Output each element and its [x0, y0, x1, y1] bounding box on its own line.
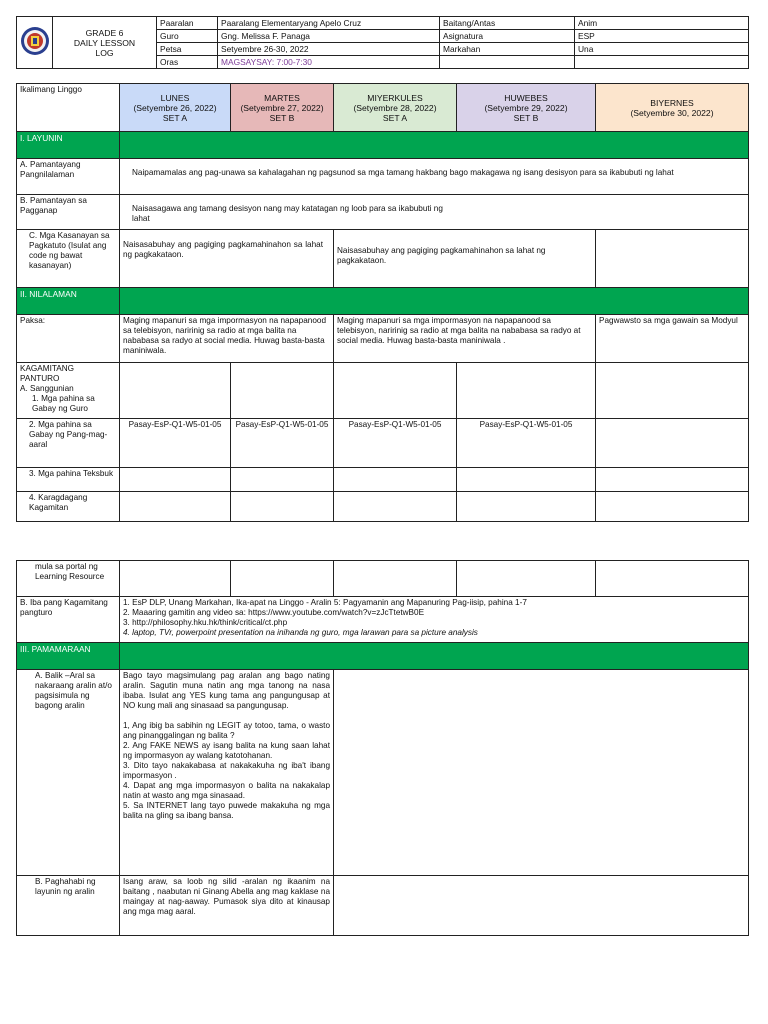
- section-nilalaman: II. NILALAMAN: [17, 288, 120, 315]
- dll-title: [53, 17, 157, 69]
- deped-seal-cell: [17, 17, 53, 69]
- day-name: BIYERNES: [650, 97, 694, 108]
- gabay-mag-aaral-miyerkules: Pasay-EsP-Q1-W5-01-05: [334, 419, 457, 468]
- teksbuk-martes: [231, 468, 334, 492]
- kagamitan-item: 2. Maaaring gamitin ang video sa: https://www.youtube.com/watch?v=zJcTtetwB0E: [123, 608, 425, 617]
- baitang-value: Anim: [575, 17, 749, 30]
- guro-value: Gng. Melissa F. Panaga: [218, 30, 440, 43]
- kagamitang-line-1: KAGAMITANG: [20, 364, 74, 373]
- day-date: (Setyembre 27, 2022): [240, 102, 324, 113]
- pamantayan-sa-pagganap-text: [120, 195, 749, 230]
- section-pamamaraan: III. PAMAMARAAN: [17, 643, 120, 670]
- day-set: SET A: [162, 112, 188, 123]
- day-header-miyerkules: [334, 84, 457, 132]
- paaralan-label: Paaralan: [157, 17, 218, 30]
- day-header-martes: [231, 84, 334, 132]
- dll-title-line-2: DAILY LESSON: [73, 37, 136, 48]
- kasanayan-lunes-martes: [120, 230, 334, 288]
- oras-value: MAGSAYSAY: 7:00-7:30: [218, 56, 440, 69]
- markahan-value: Una: [575, 43, 749, 56]
- day-name: LUNES: [160, 92, 190, 103]
- day-date: (Setyembre 29, 2022): [484, 102, 568, 113]
- day-header-lunes: [120, 84, 231, 132]
- asignatura-value: ESP: [575, 30, 749, 43]
- petsa-value: Setyembre 26-30, 2022: [218, 43, 440, 56]
- teksbuk-label: 3. Mga pahina Teksbuk: [17, 468, 120, 492]
- kagamitan-item: 1. EsP DLP, Unang Markahan, Ika-apat na Linggo - Aralin 5: Pagyamanin ang Mapanuring Pag-iisip, pahina 1-7: [123, 598, 527, 607]
- balik-aral-question: 3. Dito tayo nakakabasa at nakakakuha ng iba't ibang impormasyon .: [123, 761, 330, 780]
- gabay-guro-biyernes: [596, 363, 749, 419]
- day-set: SET A: [382, 112, 408, 123]
- asignatura-label: Asignatura: [440, 30, 575, 43]
- pamantayan-sa-pagganap-value: Naisasagawa ang tamang desisyon nang may katatagan ng loob para sa ikabubuti ng lahat: [132, 204, 443, 223]
- balik-aral-content: [120, 670, 334, 876]
- day-header-huwebes: [457, 84, 596, 132]
- section-nilalaman-bar: [120, 288, 749, 315]
- mga-kasanayan-label: C. Mga Kasanayan sa Pagkatuto (Isulat ang code ng bawat kasanayan): [17, 230, 120, 288]
- section-layunin: I. LAYUNIN: [17, 132, 120, 159]
- gabay-guro-martes: [231, 363, 334, 419]
- empty-value: [575, 56, 749, 69]
- gabay-mag-aaral-lunes: Pasay-EsP-Q1-W5-01-05: [120, 419, 231, 468]
- pamantayang-pangnilalaman-label: A. Pamantayang Pangnilalaman: [17, 159, 120, 195]
- kasanayan-lunes-text: Naisasabuhay ang pagiging pagkamahinahon sa lahat ng pagkakataon.: [123, 240, 323, 259]
- day-name: MIYERKULES: [367, 92, 423, 103]
- section-layunin-bar: [120, 132, 749, 159]
- empty-label: [440, 56, 575, 69]
- dll-title-line-3: LOG: [95, 47, 114, 58]
- paghahabi-label: B. Paghahabi ng layunin ng aralin: [17, 876, 120, 936]
- kagamitang-label: [17, 363, 120, 419]
- portal-biyernes: [596, 561, 749, 597]
- deped-seal-logo: [20, 26, 50, 56]
- balik-aral-other-days: [334, 670, 749, 876]
- kagamitang-line-2: PANTURO: [20, 374, 60, 383]
- paaralan-value: Paaralang Elementaryang Apelo Cruz: [218, 17, 440, 30]
- gabay-guro-label: 1. Mga pahina sa Gabay ng Guro: [32, 394, 95, 413]
- iba-pang-kagamitan-list: [120, 597, 749, 643]
- paghahabi-text: Isang araw, sa loob ng silid -aralan ng ikaanim na baitang , naabutan ni Ginang Abella ang mag kaklase na maingay at nag-aaway. Pumasok siya dito at kinausap ang mga mag aaral.: [120, 876, 334, 936]
- day-date: (Setyembre 26, 2022): [133, 102, 217, 113]
- gabay-mag-aaral-martes: Pasay-EsP-Q1-W5-01-05: [231, 419, 334, 468]
- pamantayang-pangnilalaman-text: Naipamamalas ang pag-unawa sa kahalagahan ng pagsunod sa mga tamang hakbang bago makagawa ng isang desisyon para sa ikabubuti ng lahat: [120, 159, 749, 195]
- day-set: SET B: [269, 112, 295, 123]
- gabay-mag-aaral-biyernes: [596, 419, 749, 468]
- oras-label: Oras: [157, 56, 218, 69]
- day-date: (Setyembre 28, 2022): [353, 102, 437, 113]
- balik-aral-label: A. Balik –Aral sa nakaraang aralin at/o pagsisimula ng bagong aralin: [17, 670, 120, 876]
- header-table: [16, 16, 749, 69]
- teksbuk-miyerkules: [334, 468, 457, 492]
- lesson-table-part-1: [16, 83, 749, 522]
- paksa-biyernes-text: Pagwawsto sa mga gawain sa Modyul: [596, 315, 749, 363]
- kagamitang-line-3: A. Sanggunian: [20, 384, 74, 393]
- day-name: MARTES: [264, 92, 300, 103]
- kasanayan-miyerkules-huwebes: [334, 230, 596, 288]
- teksbuk-biyernes: [596, 468, 749, 492]
- gabay-guro-lunes: [120, 363, 231, 419]
- kagamitan-item: 4. laptop, TVr, powerpoint presentation na inihanda ng guro, mga larawan para sa picture analysis: [123, 628, 478, 637]
- teksbuk-huwebes: [457, 468, 596, 492]
- gabay-mag-aaral-label: 2. Mga pahina sa Gabay ng Pang-mag-aaral: [17, 419, 120, 468]
- section-pamamaraan-bar: [120, 643, 749, 670]
- dll-title-line-1: GRADE 6: [85, 27, 124, 38]
- baitang-label: Baitang/Antas: [440, 17, 575, 30]
- portal-miyerkules: [334, 561, 457, 597]
- karagdagang-miyerkules: [334, 492, 457, 522]
- guro-label: Guro: [157, 30, 218, 43]
- paksa-lunes-text: Maging mapanuri sa mga impormasyon na napapanood sa telebisyon, naririnig sa radio at mga balita na nababasa sa radyo at social media. Huwag basta-basta maniniwala.: [120, 315, 334, 363]
- week-label: Ikalimang Linggo: [17, 84, 120, 132]
- pamantayan-sa-pagganap-label: B. Pamantayan sa Pagganap: [17, 195, 120, 230]
- paksa-label: Paksa:: [17, 315, 120, 363]
- balik-aral-question: 4. Dapat ang mga impormasyon o balita na nakakalap natin at wasto ang mga sinasaad.: [123, 781, 330, 800]
- kasanayan-biyernes: [596, 230, 749, 288]
- karagdagang-lunes: [120, 492, 231, 522]
- portal-huwebes: [457, 561, 596, 597]
- gabay-guro-huwebes: [457, 363, 596, 419]
- balik-aral-question: 2. Ang FAKE NEWS ay isang balita na kung saan lahat ng impormasyon ay walang katotohanan.: [123, 741, 330, 760]
- karagdagang-huwebes: [457, 492, 596, 522]
- balik-aral-question: 5. Sa INTERNET lang tayo puwede makakuha ng mga balita na gling sa ibang bansa.: [123, 801, 330, 820]
- balik-aral-question: 1, Ang ibig ba sabihin ng LEGIT ay totoo, tama, o wasto ang pinanggalingan ng balita ?: [123, 721, 330, 740]
- paksa-miyerkules-text: Maging mapanuri sa mga impormasyon na napapanood sa telebisyon, naririnig sa radio at mga balita na nababasa sa radyo at social media. Huwag basta-basta maniniwala .: [334, 315, 596, 363]
- petsa-label: Petsa: [157, 43, 218, 56]
- karagdagang-biyernes: [596, 492, 749, 522]
- day-set: SET B: [513, 112, 539, 123]
- iba-pang-kagamitan-label: B. Iba pang Kagamitang pangturo: [17, 597, 120, 643]
- paghahabi-other-days: [334, 876, 749, 936]
- kagamitan-item: 3. http://philosophy.hku.hk/think/critical/ct.php: [123, 618, 288, 627]
- portal-martes: [231, 561, 334, 597]
- day-name: HUWEBES: [504, 92, 548, 103]
- teksbuk-lunes: [120, 468, 231, 492]
- day-header-biyernes: [596, 84, 749, 132]
- kasanayan-miyerkules-text: Naisasabuhay ang pagiging pagkamahinahon sa lahat ng pagkakataon.: [337, 246, 546, 265]
- portal-continuation-label: mula sa portal ng Learning Resource: [17, 561, 120, 597]
- day-date: (Setyembre 30, 2022): [630, 107, 714, 118]
- gabay-mag-aaral-huwebes: Pasay-EsP-Q1-W5-01-05: [457, 419, 596, 468]
- gabay-guro-miyerkules: [334, 363, 457, 419]
- karagdagang-kagamitan-label: 4. Karagdagang Kagamitan: [17, 492, 120, 522]
- karagdagang-martes: [231, 492, 334, 522]
- portal-lunes: [120, 561, 231, 597]
- lesson-table-part-2: [16, 560, 749, 936]
- markahan-label: Markahan: [440, 43, 575, 56]
- balik-aral-intro: Bago tayo magsimulang pag aralan ang bago nating aralin. Sagutin muna natin ang mga tanong na nasa ibaba. Isulat ang YES kung tama ang pangungusap at NO kung mali ang sinasaad sa pangungusap.: [123, 671, 330, 710]
